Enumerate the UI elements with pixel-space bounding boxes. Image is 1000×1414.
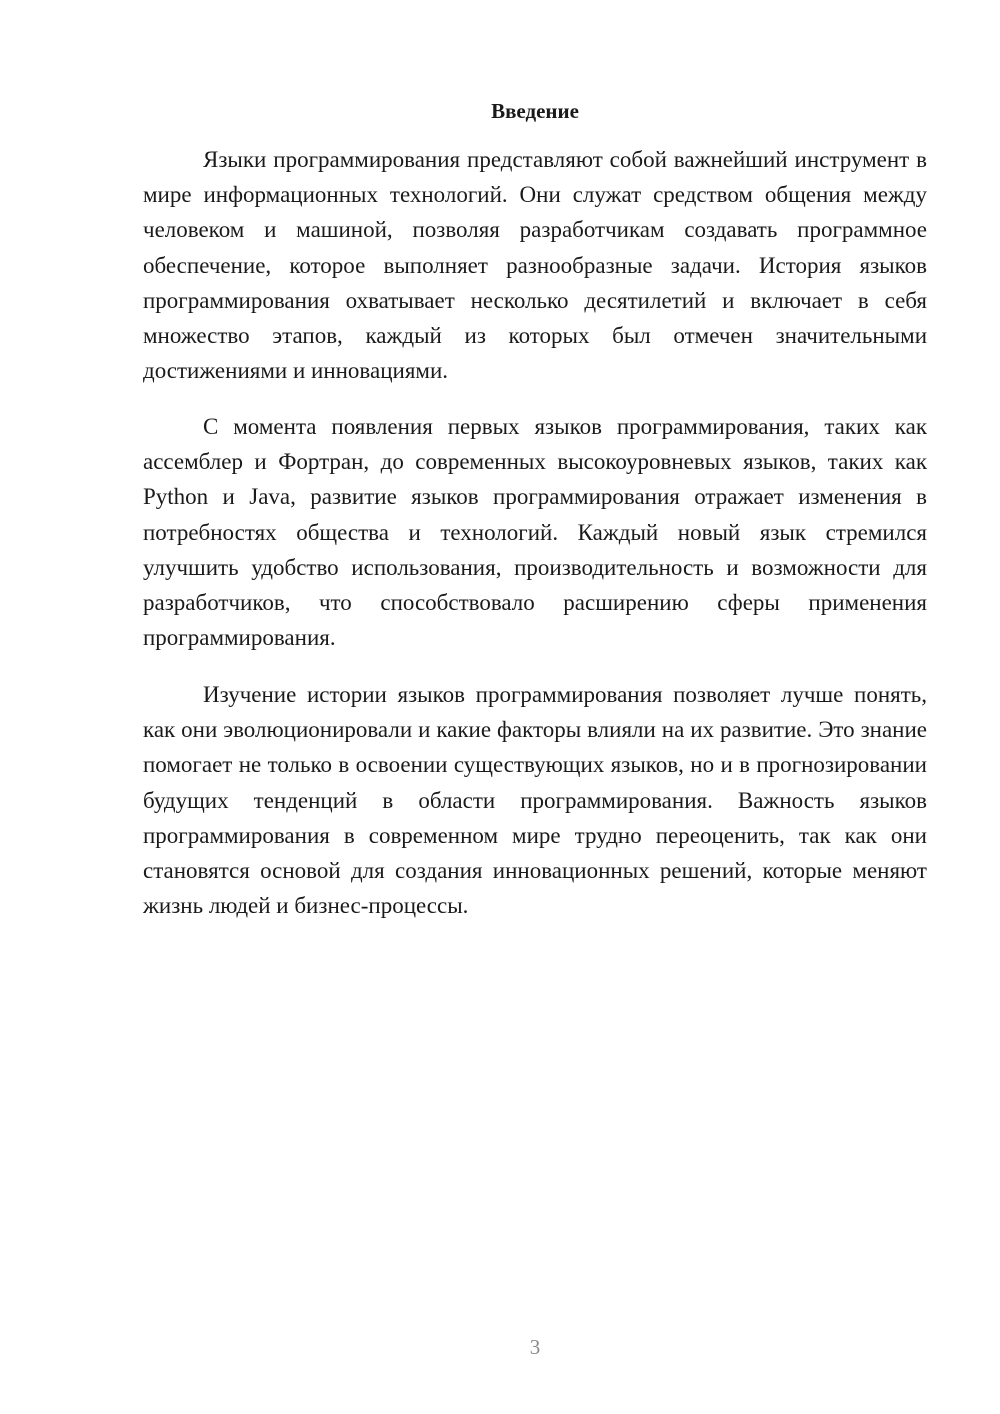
paragraph-1: Языки программирования представляют собой важнейший инструмент в мире информационных технологий. Они служат средством общения между человеком и машиной, позволяя разработчикам создавать программное обеспечение, которое выполняет разнообразные задачи. История языков программирования охватывает несколько десятилетий и включает в себя множество этапов, каждый из которых был отмечен значительными достижениями и инновациями. [143,147,927,384]
paragraph-2: С момента появления первых языков программирования, таких как ассемблер и Фортран, до современных высокоуровневых языков, таких как Python и Java, развитие языков программирования отражает изменения в потребностях общества и технологий. Каждый новый язык стремился улучшить удобство использования, производительность и возможности для разработчиков, что способствовало расширению сферы применения программирования. [143,414,927,651]
page-number: 3 [529,1335,541,1359]
page-title: Введение [491,99,579,123]
paragraph-3: Изучение истории языков программирования позволяет лучше понять, как они эволюционировали и какие факторы влияли на их развитие. Это знание помогает не только в освоении существующих языков, но и в прогнозировании будущих тенденций в области программирования. Важность языков программирования в современном мире трудно переоценить, так как они становятся основой для создания инновационных решений, которые меняют жизнь людей и бизнес-процессы. [143,682,927,919]
